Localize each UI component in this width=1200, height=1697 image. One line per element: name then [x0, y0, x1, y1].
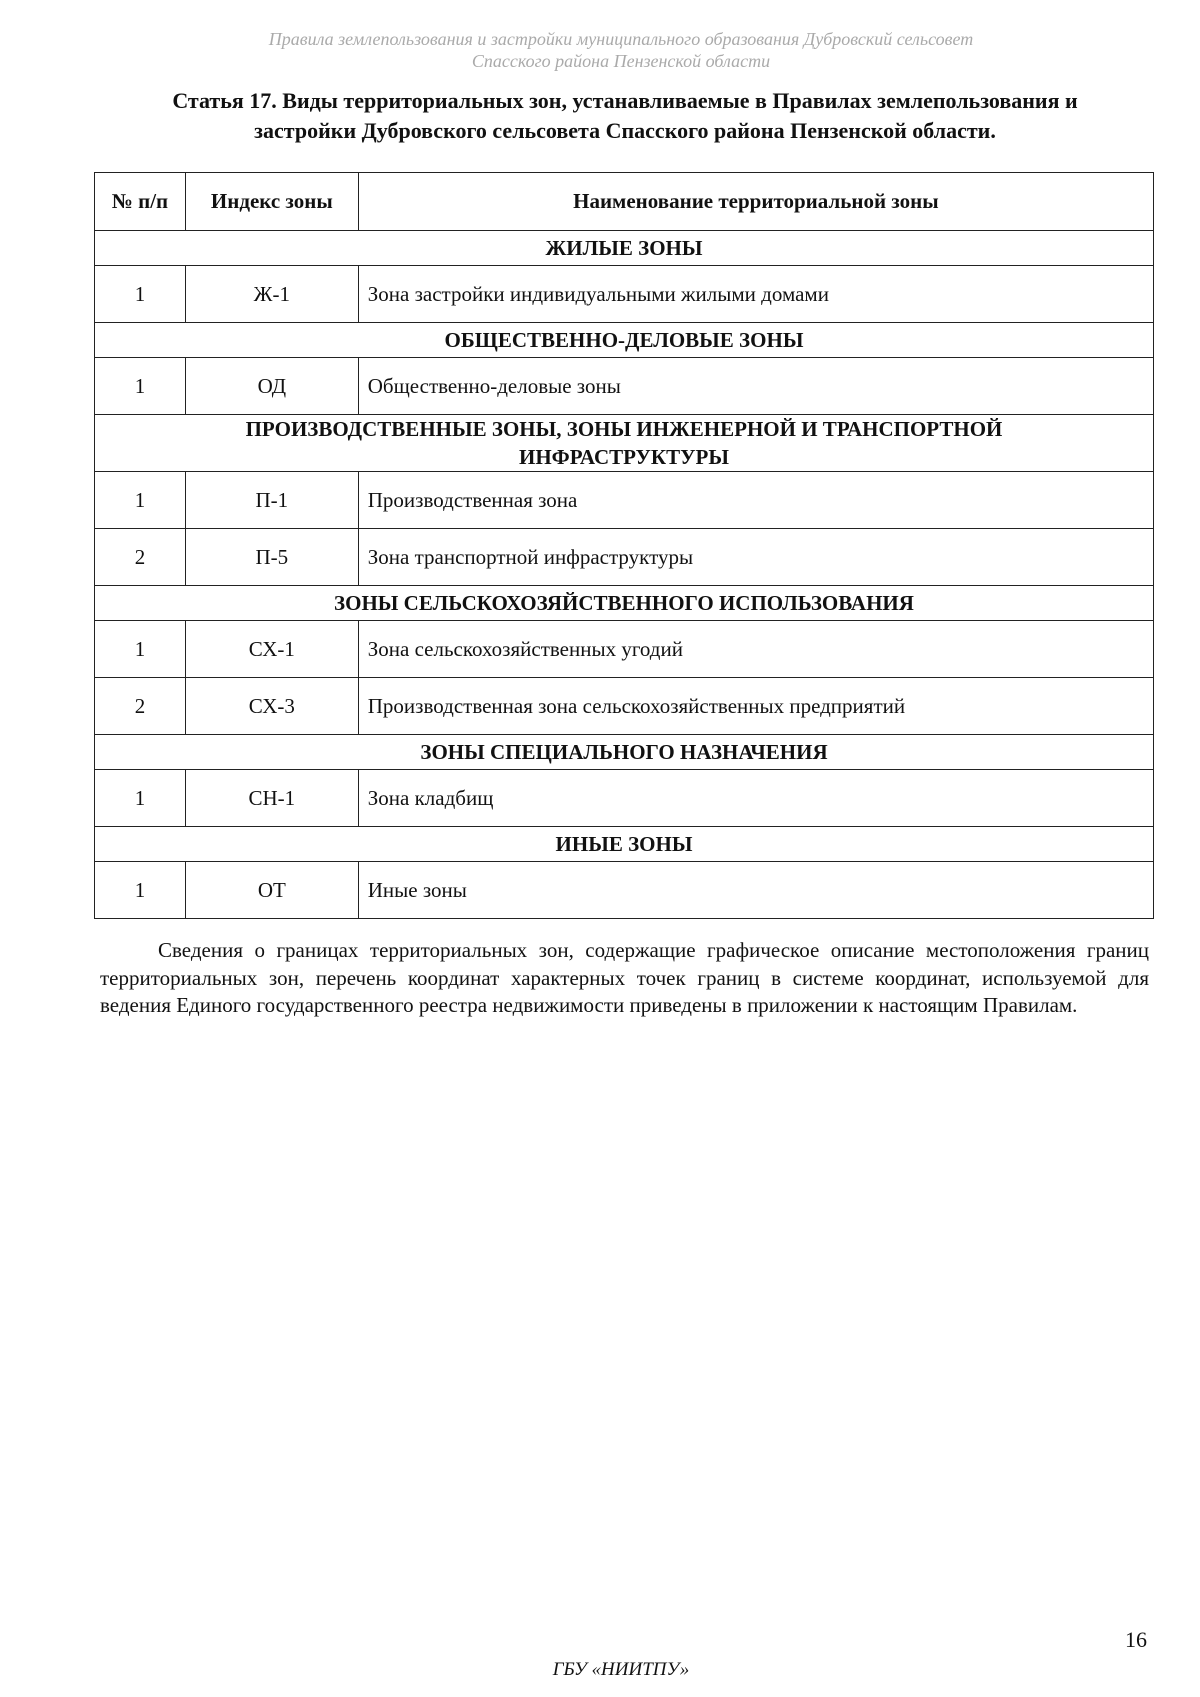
- zone-index: Ж-1: [185, 266, 358, 323]
- zone-name: Зона транспортной инфраструктуры: [358, 529, 1153, 586]
- zone-index: СХ-1: [185, 621, 358, 678]
- footer-organization: ГБУ «НИИТПУ»: [552, 1659, 690, 1680]
- column-header-index: Индекс зоны: [185, 173, 358, 231]
- table-header-row: [95, 173, 1154, 231]
- running-header-line2: Спасского района Пензенской области: [471, 51, 771, 71]
- row-number: 1: [95, 770, 186, 827]
- table-row: [95, 678, 1154, 735]
- group-header-residential: [95, 231, 1154, 266]
- table-row: [95, 770, 1154, 827]
- group-header-production-infrastructure: [95, 415, 1154, 472]
- row-number: 1: [95, 862, 186, 919]
- group-title: ЗОНЫ СЕЛЬСКОХОЗЯЙСТВЕННОГО ИСПОЛЬЗОВАНИЯ: [95, 586, 1154, 621]
- row-number: 2: [95, 529, 186, 586]
- row-number: 1: [95, 358, 186, 415]
- table-row: [95, 862, 1154, 919]
- running-header: [0, 28, 1200, 72]
- zone-index: СХ-3: [185, 678, 358, 735]
- zone-index: ОТ: [185, 862, 358, 919]
- group-header-public-business: [95, 323, 1154, 358]
- article-title-line1: Статья 17. Виды территориальных зон, устанавливаемые в Правилах землепользования и: [172, 88, 1078, 113]
- row-number: 1: [95, 266, 186, 323]
- group-header-special-purpose: [95, 735, 1154, 770]
- table-row: [95, 358, 1154, 415]
- row-number: 1: [95, 621, 186, 678]
- zone-index: ОД: [185, 358, 358, 415]
- group-title-line1: ПРОИЗВОДСТВЕННЫЕ ЗОНЫ, ЗОНЫ ИНЖЕНЕРНОЙ И ТРАНСПОРТНОЙ: [245, 417, 1003, 441]
- zone-name: Производственная зона: [358, 472, 1153, 529]
- zone-name: Общественно-деловые зоны: [358, 358, 1153, 415]
- zone-name: Зона кладбищ: [358, 770, 1153, 827]
- note-paragraph: Сведения о границах территориальных зон, содержащие графическое описание местоположения границ территориальных зон, перечень координат характерных точек границ в системе координат, используемой для ведения Единого государственного реестра недвижимости приведены в приложении к настоящим Правилам.: [100, 938, 1149, 1017]
- group-title-line2: ИНФРАСТРУКТУРЫ: [519, 445, 729, 469]
- row-number: 1: [95, 472, 186, 529]
- group-title: ОБЩЕСТВЕННО-ДЕЛОВЫЕ ЗОНЫ: [95, 323, 1154, 358]
- page-number: 16: [1125, 1627, 1147, 1652]
- zone-index: П-5: [185, 529, 358, 586]
- zone-name: Иные зоны: [358, 862, 1153, 919]
- group-title: [95, 415, 1154, 472]
- zone-index: СН-1: [185, 770, 358, 827]
- group-header-other: [95, 827, 1154, 862]
- group-title: ЗОНЫ СПЕЦИАЛЬНОГО НАЗНАЧЕНИЯ: [95, 735, 1154, 770]
- zones-table: [94, 172, 1154, 919]
- table-row: [95, 266, 1154, 323]
- table-row: [95, 529, 1154, 586]
- zone-name: Зона застройки индивидуальными жилыми домами: [358, 266, 1153, 323]
- article-title: [100, 86, 1150, 146]
- row-number: 2: [95, 678, 186, 735]
- running-header-line1: Правила землепользования и застройки муниципального образования Дубровский сельсовет: [268, 29, 974, 49]
- group-title: ЖИЛЫЕ ЗОНЫ: [95, 231, 1154, 266]
- column-header-number: № п/п: [95, 173, 186, 231]
- group-title: ИНЫЕ ЗОНЫ: [95, 827, 1154, 862]
- zone-name: Производственная зона сельскохозяйственных предприятий: [358, 678, 1153, 735]
- table-row: [95, 621, 1154, 678]
- column-header-name: Наименование территориальной зоны: [358, 173, 1153, 231]
- group-header-agricultural: [95, 586, 1154, 621]
- article-title-line2: застройки Дубровского сельсовета Спасского района Пензенской области.: [254, 118, 996, 143]
- table-row: [95, 472, 1154, 529]
- zone-name: Зона сельскохозяйственных угодий: [358, 621, 1153, 678]
- zone-index: П-1: [185, 472, 358, 529]
